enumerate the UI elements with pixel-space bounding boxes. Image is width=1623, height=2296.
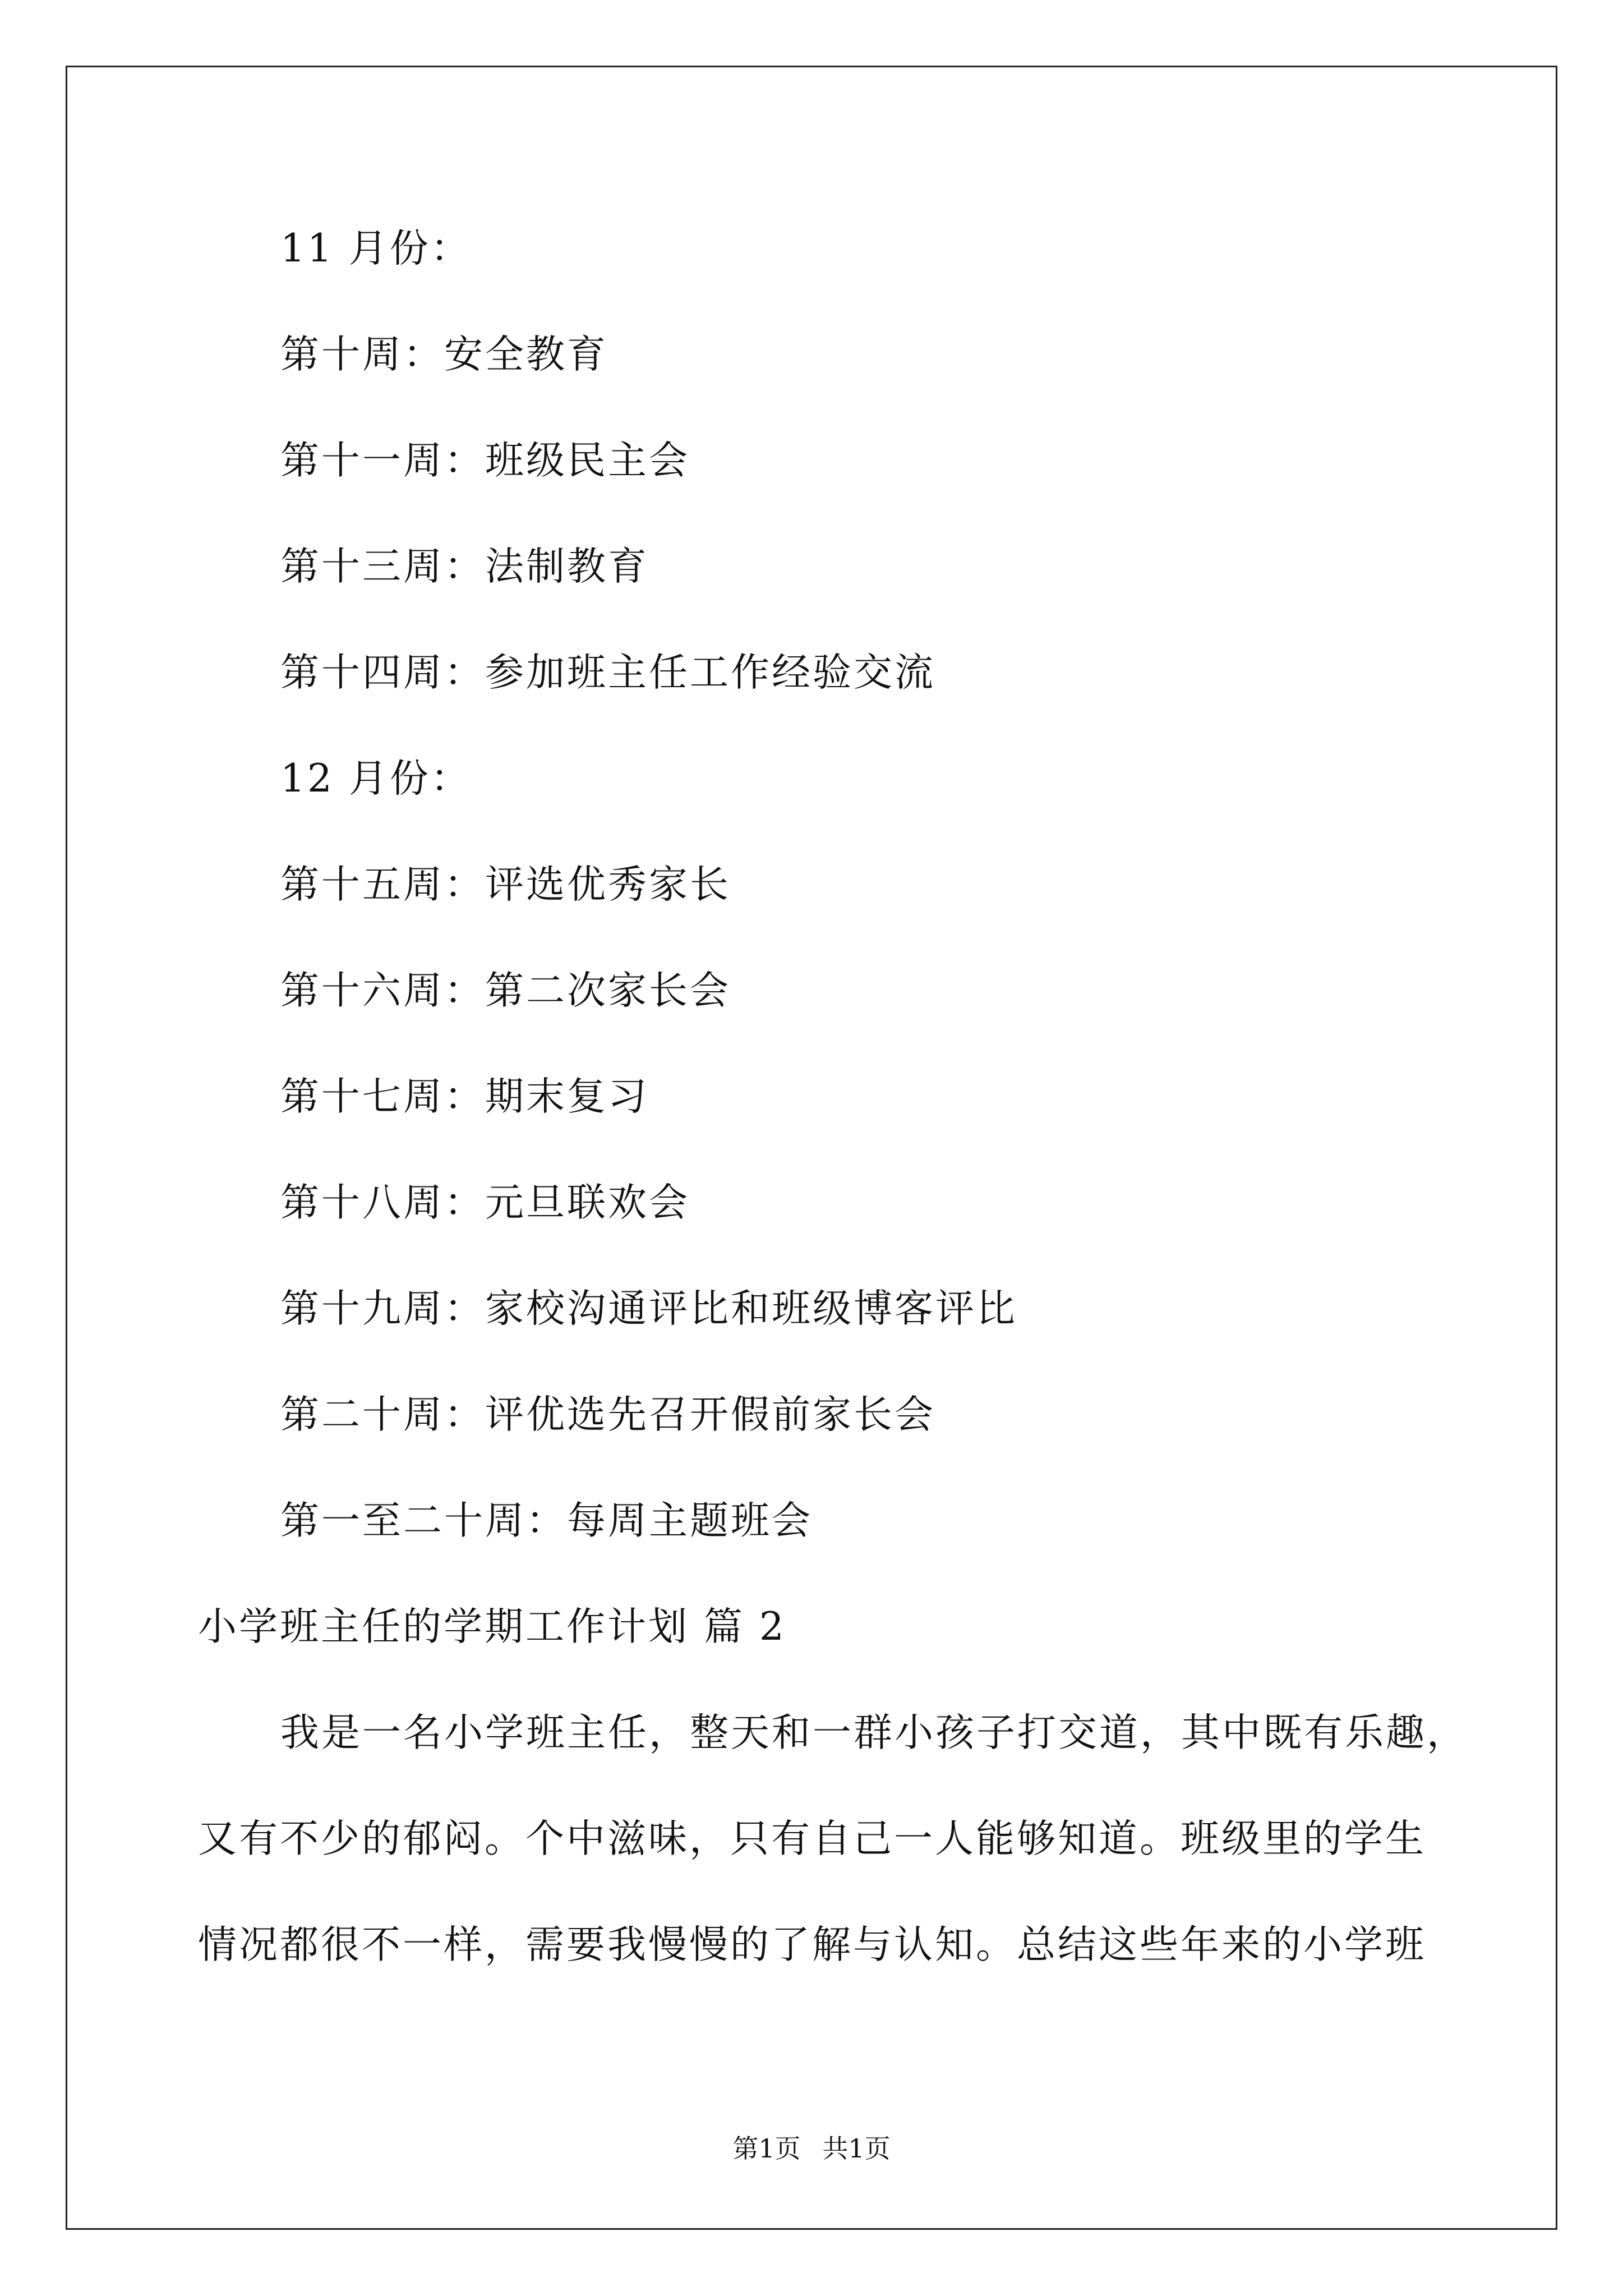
page-total: 共1页 xyxy=(822,2133,891,2164)
schedule-line: 第十一周：班级民主会 xyxy=(280,438,690,483)
page-frame xyxy=(66,66,1557,2230)
schedule-line: 第二十周：评优选先召开假前家长会 xyxy=(280,1392,935,1437)
schedule-line: 第十六周：第二次家长会 xyxy=(280,968,731,1013)
schedule-line: 第十三周：法制教育 xyxy=(280,544,649,589)
section-heading: 小学班主任的学期工作计划 篇 2 xyxy=(198,1604,786,1649)
schedule-line: 第十周：安全教育 xyxy=(280,332,608,377)
schedule-line: 第十九周：家校沟通评比和班级博客评比 xyxy=(280,1286,1017,1331)
paragraph-line: 情况都很不一样，需要我慢慢的了解与认知。总结这些年来的小学班 xyxy=(198,1922,1426,1967)
schedule-line: 第十五周：评选优秀家长 xyxy=(280,862,731,907)
paragraph-line: 又有不少的郁闷。个中滋味，只有自己一人能够知道。班级里的学生 xyxy=(198,1816,1426,1861)
schedule-line: 第一至二十周：每周主题班会 xyxy=(280,1498,813,1543)
page-number: 第1页 xyxy=(732,2133,801,2164)
schedule-line: 第十八周：元旦联欢会 xyxy=(280,1180,690,1225)
schedule-line: 第十四周：参加班主任工作经验交流 xyxy=(280,650,935,695)
month-heading-december: 12 月份： xyxy=(280,756,472,801)
paragraph-line: 我是一名小学班主任，整天和一群小孩子打交道，其中既有乐趣， xyxy=(280,1710,1468,1755)
page-footer xyxy=(0,2132,1623,2165)
month-heading-november: 11 月份： xyxy=(280,226,472,271)
schedule-line: 第十七周：期末复习 xyxy=(280,1074,649,1119)
